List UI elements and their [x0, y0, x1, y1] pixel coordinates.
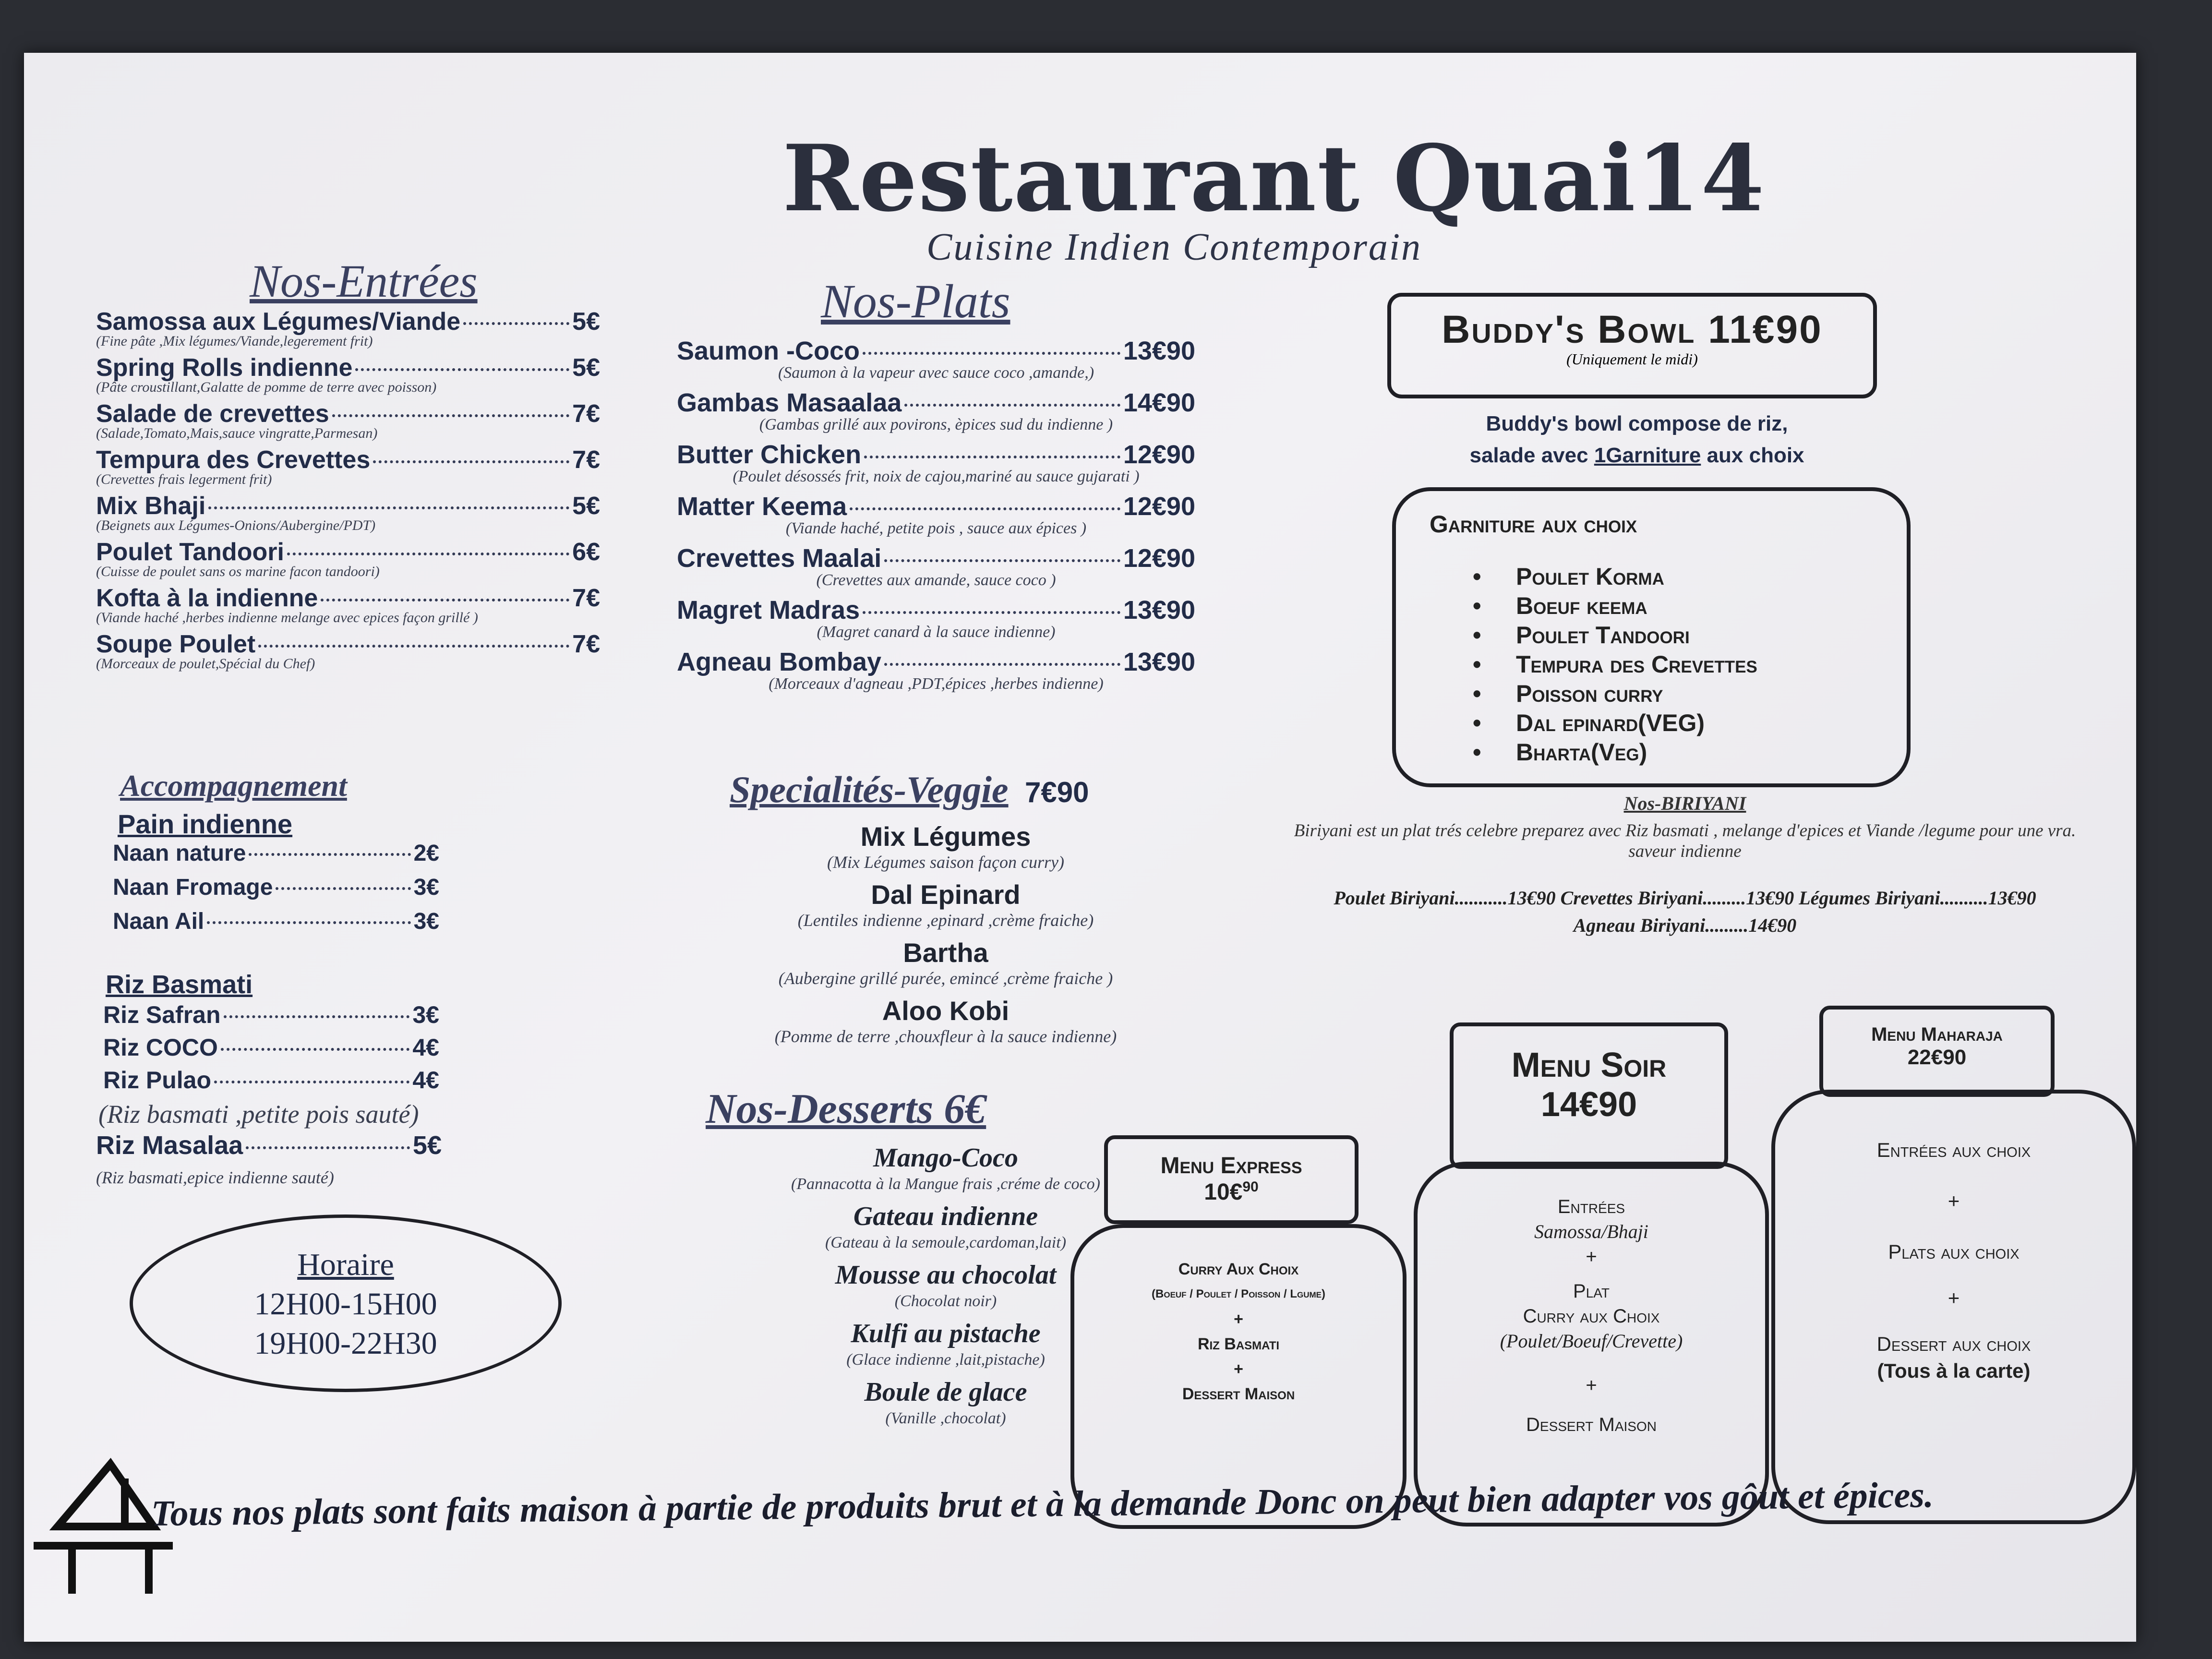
- item-price: 5€: [412, 1131, 442, 1160]
- horaire-dinner: 19H00-22H30: [254, 1326, 437, 1361]
- garniture-item: • Bharta(Veg): [1473, 738, 1907, 767]
- item-name: Riz Safran: [103, 1001, 221, 1028]
- menu-item-row: [103, 1034, 439, 1061]
- dot-leader: [884, 663, 1120, 666]
- dot-leader: [208, 506, 569, 509]
- menu-express-title: Menu Express: [1160, 1153, 1302, 1178]
- item-name: Riz Pulao: [103, 1067, 212, 1094]
- restaurant-title: Restaurant Quai14: [782, 125, 1766, 232]
- item-price: 7€: [572, 400, 600, 428]
- item-price: 4€: [412, 1067, 439, 1094]
- item-name: Salade de crevettes: [96, 400, 329, 428]
- buddy-bowl-note: (Uniquement le midi): [1566, 350, 1698, 368]
- menu-card: [24, 53, 2136, 1642]
- item-price: 13€90: [1123, 337, 1195, 365]
- accompagnement-heading: Accompagnement: [120, 769, 347, 803]
- menu-soir-dessert: Dessert Maison: [1526, 1414, 1657, 1435]
- garniture-item: • Poulet Korma: [1473, 562, 1907, 591]
- riz-masalaa-row: [96, 1130, 442, 1160]
- menu-maharaja-box: [1771, 1090, 2136, 1524]
- item-name: Riz COCO: [103, 1034, 218, 1061]
- menu-item-row: [113, 874, 439, 901]
- menu-maharaja-title-box: [1819, 1006, 2055, 1097]
- menu-express-title-box: [1104, 1135, 1358, 1224]
- garniture-item: • Dal epinard(VEG): [1473, 709, 1907, 738]
- item-name: Naan Fromage: [113, 875, 273, 900]
- menu-maharaja-plats: Plats aux choix: [1888, 1240, 2020, 1263]
- biriyani-line-2: Agneau Biriyani.........14€90: [1573, 914, 1797, 936]
- menu-maharaja-plus-1: +: [1948, 1190, 1960, 1212]
- item-name: Poulet Tandoori: [96, 538, 284, 566]
- dessert-item-description: (Gateau à la semoule,cardoman,lait): [825, 1234, 1067, 1251]
- item-price: 5€: [572, 492, 600, 520]
- item-price: 13€90: [1123, 648, 1195, 676]
- item-name: Samossa aux Légumes/Viande: [96, 308, 461, 336]
- footer-text: Tous nos plats sont faits maison à partie de produits brut et à la demande Donc on peut bien adapter vos gôut et épices.: [151, 1475, 1934, 1534]
- restaurant-subtitle: Cuisine Indien Contemporain: [926, 226, 1422, 268]
- item-description: (Magret canard à la sauce indienne): [817, 623, 1056, 641]
- menu-item-row: [96, 399, 600, 428]
- dot-leader: [287, 553, 569, 555]
- dot-leader: [355, 368, 569, 371]
- menu-item-row: [677, 336, 1195, 366]
- menu-item-row: [677, 492, 1195, 521]
- item-price: 13€90: [1123, 596, 1195, 625]
- item-description: (Poulet désossés frit, noix de cajou,mariné au sauce gujarati ): [733, 468, 1140, 485]
- veggie-item-name: Bartha: [903, 938, 988, 968]
- menu-item-row: [96, 353, 600, 382]
- dot-leader: [904, 404, 1120, 407]
- item-description: (Morceaux de poulet,Spécial du Chef): [96, 656, 315, 672]
- item-name: Agneau Bombay: [677, 648, 882, 676]
- item-description: (Morceaux d'agneau ,PDT,épices ,herbes indienne): [769, 675, 1104, 693]
- menu-item-row: [113, 908, 439, 935]
- menu-item-row: [677, 440, 1195, 469]
- horaire-label: Horaire: [297, 1247, 394, 1282]
- item-price: 5€: [572, 308, 600, 336]
- dot-leader: [332, 414, 570, 417]
- menu-soir-box: [1414, 1162, 1769, 1527]
- menu-express-plus-2: +: [1234, 1360, 1243, 1378]
- item-price: 12€90: [1123, 544, 1195, 573]
- entrees-heading: Nos-Entrées: [250, 255, 478, 307]
- menu-item-row: [96, 630, 600, 659]
- dessert-item-description: (Vanille ,chocolat): [885, 1409, 1006, 1427]
- buddy-bowl-title: Buddy's Bowl 11€90: [1442, 308, 1823, 351]
- item-name: Naan nature: [113, 841, 246, 866]
- item-price: 7€: [572, 446, 600, 474]
- menu-item-row: [677, 595, 1195, 625]
- menu-maharaja-title: Menu Maharaja: [1871, 1024, 2003, 1045]
- garniture-list: [1473, 562, 1907, 767]
- item-name: Spring Rolls indienne: [96, 354, 353, 382]
- menu-soir-entrees-desc: Samossa/Bhaji: [1534, 1221, 1648, 1242]
- menu-maharaja-entrees: Entrées aux choix: [1876, 1139, 2031, 1161]
- menu-maharaja-dessert: Dessert aux choix: [1876, 1333, 2031, 1355]
- item-description: (Cuisse de poulet sans os marine facon tandoori): [96, 564, 380, 579]
- item-description: (Viande haché ,herbes indienne melange avec epices façon grillé ): [96, 610, 478, 625]
- item-description: (Saumon à la vapeur avec sauce coco ,amande,): [778, 364, 1094, 382]
- dot-leader: [863, 611, 1120, 614]
- dot-leader: [864, 456, 1120, 458]
- item-description: (Gambas grillé aux povirons, èpices sud du indienne ): [759, 416, 1113, 433]
- dessert-item-description: (Pannacotta à la Mangue frais ,créme de coco): [791, 1175, 1100, 1193]
- menu-item-row: [103, 1066, 439, 1094]
- menu-soir-curry: Curry aux Choix: [1523, 1306, 1660, 1327]
- plats-list: [677, 336, 1195, 693]
- menu-soir-title: Menu Soir: [1511, 1046, 1667, 1084]
- riz-pulao-desc: (Riz basmati ,petite pois sauté): [98, 1100, 419, 1129]
- item-description: (Salade,Tomato,Mais,sauce vingratte,Parmesan): [96, 425, 378, 441]
- menu-item-row: [677, 388, 1195, 418]
- menu-express-price-main: 10€: [1204, 1179, 1243, 1205]
- menu-maharaja-tous: (Tous à la carte): [1877, 1359, 2031, 1382]
- menu-soir-plat: Plat: [1573, 1281, 1610, 1302]
- dot-leader: [246, 1146, 410, 1149]
- item-price: 6€: [572, 538, 600, 566]
- item-price: 3€: [413, 909, 439, 934]
- item-description: (Viande haché, petite pois , sauce aux épices ): [785, 519, 1087, 537]
- menu-item-row: [96, 492, 600, 520]
- garniture-item: • Poisson curry: [1473, 679, 1907, 709]
- dessert-item-name: Mango-Coco: [873, 1143, 1018, 1173]
- buddy-compose-line2a: salade avec: [1469, 444, 1594, 467]
- riz-list: [103, 1001, 439, 1094]
- dessert-item-description: (Chocolat noir): [894, 1292, 997, 1310]
- garniture-box: [1392, 487, 1911, 787]
- item-name: Gambas Masaalaa: [677, 388, 902, 417]
- dot-leader: [276, 887, 410, 890]
- menu-soir-price: 14€90: [1540, 1085, 1637, 1124]
- dessert-item-name: Boule de glace: [864, 1377, 1027, 1407]
- garniture-heading: Garniture aux choix: [1430, 511, 1637, 538]
- biriyani-desc-1: Biriyani est un plat trés celebre preparez avec Riz basmati , melange d'epices et Viande /legume pour une vra.: [1294, 821, 2076, 841]
- menu-item-row: [103, 1001, 439, 1029]
- item-price: 3€: [412, 1001, 439, 1028]
- veggie-item-description: (Aubergine grillé purée, emincé ,crème fraiche ): [778, 969, 1113, 988]
- menu-item-row: [96, 307, 600, 336]
- dot-leader: [249, 853, 410, 856]
- horaire-oval: [130, 1214, 562, 1392]
- item-price: 5€: [572, 354, 600, 382]
- menu-express-plus-1: +: [1234, 1310, 1243, 1328]
- dessert-item-name: Mousse au chocolat: [835, 1260, 1057, 1290]
- menu-express-riz: Riz Basmati: [1197, 1335, 1280, 1353]
- dot-leader: [224, 1015, 410, 1018]
- dot-leader: [373, 460, 569, 463]
- menu-express-curry-options: (Boeuf / Poulet / Poisson / Lgume): [1152, 1287, 1325, 1300]
- item-description: (Pâte croustillant,Galatte de pomme de terre avec poisson): [96, 379, 437, 395]
- menu-item-row: [96, 538, 600, 566]
- item-price: 12€90: [1123, 492, 1195, 521]
- dot-leader: [221, 1048, 409, 1051]
- menu-soir-plus-2: +: [1586, 1375, 1597, 1396]
- buddy-bowl-box: [1387, 293, 1877, 398]
- menu-express-curry: Curry Aux Choix: [1178, 1260, 1299, 1278]
- item-name: Magret Madras: [677, 596, 860, 625]
- veggie-list: [648, 821, 1243, 1046]
- item-description: (Fine pâte ,Mix légumes/Viande,legerement frit): [96, 333, 373, 349]
- horaire-lunch: 12H00-15H00: [254, 1286, 437, 1322]
- veggie-heading-row: [730, 768, 1089, 811]
- biriyani-line-1: Poulet Biriyani...........13€90 Crevettes Biriyani.........13€90 Légumes Biriyani..........13€90: [1334, 887, 2036, 909]
- menu-soir-title-box: [1450, 1022, 1728, 1169]
- item-price: 12€90: [1123, 440, 1195, 469]
- item-price: 4€: [412, 1034, 439, 1061]
- buddy-compose-line2: [1387, 440, 1887, 471]
- dot-leader: [850, 507, 1120, 510]
- buddy-compose-garniture: 1Garniture: [1594, 444, 1701, 467]
- item-price: 7€: [572, 584, 600, 612]
- item-price: 3€: [413, 875, 439, 900]
- menu-maharaja-price: 22€90: [1907, 1046, 1967, 1069]
- item-name: Crevettes Maalai: [677, 544, 882, 573]
- garniture-item: • Boeuf keema: [1473, 591, 1907, 621]
- item-name: Butter Chicken: [677, 440, 862, 469]
- buddy-compose: [1387, 408, 1887, 471]
- buddy-compose-line1: Buddy's bowl compose de riz,: [1486, 412, 1788, 435]
- biriyani-heading: Nos-BIRIYANI: [1623, 793, 1746, 814]
- item-name: Naan Ail: [113, 909, 204, 934]
- menu-item-row: [96, 584, 600, 613]
- menu-item-row: [96, 445, 600, 474]
- menu-soir-plus-1: +: [1586, 1246, 1597, 1267]
- item-price: 2€: [413, 841, 439, 866]
- item-name: Riz Masalaa: [96, 1131, 243, 1160]
- veggie-item-description: (Mix Légumes saison façon curry): [827, 853, 1064, 872]
- veggie-item-name: Mix Légumes: [860, 821, 1031, 852]
- buddy-compose-line2c: aux choix: [1701, 444, 1804, 467]
- dessert-item-description: (Glace indienne ,lait,pistache): [846, 1351, 1045, 1369]
- biriyani-block: [1234, 792, 2136, 937]
- dot-leader: [258, 645, 569, 648]
- menu-item-row: [677, 543, 1195, 573]
- menu-item-row: [677, 647, 1195, 677]
- item-name: Matter Keema: [677, 492, 847, 521]
- item-price: 7€: [572, 630, 600, 658]
- veggie-item-description: (Lentiles indienne ,epinard ,crème fraiche): [797, 911, 1094, 930]
- item-name: Tempura des Crevettes: [96, 446, 371, 474]
- veggie-item-name: Aloo Kobi: [882, 996, 1010, 1026]
- garniture-item: • Tempura des Crevettes: [1473, 650, 1907, 679]
- item-description: (Crevettes frais legerment frit): [96, 471, 272, 487]
- item-description: (Crevettes aux amande, sauce coco ): [816, 571, 1056, 589]
- menu-soir-entrees: Entrées: [1557, 1196, 1625, 1217]
- pain-heading: Pain indienne: [118, 809, 293, 839]
- menu-express-dessert: Dessert Maison: [1182, 1385, 1295, 1403]
- dessert-item-name: Kulfi au pistache: [851, 1319, 1041, 1348]
- item-name: Mix Bhaji: [96, 492, 206, 520]
- item-price: 14€90: [1123, 388, 1195, 417]
- garniture-item: • Poulet Tandoori: [1473, 621, 1907, 650]
- item-name: Kofta à la indienne: [96, 584, 318, 612]
- entrees-list: [96, 307, 600, 672]
- menu-maharaja-plus-2: +: [1948, 1286, 1960, 1309]
- biriyani-desc-2: saveur indienne: [1628, 842, 1742, 861]
- dot-leader: [884, 559, 1120, 562]
- dot-leader: [207, 921, 410, 924]
- dot-leader: [463, 322, 569, 325]
- menu-soir-curry-desc: (Poulet/Boeuf/Crevette): [1500, 1330, 1683, 1352]
- veggie-price: 7€90: [1025, 776, 1089, 808]
- veggie-item-description: (Pomme de terre ,chouxfleur à la sauce indienne): [774, 1027, 1117, 1046]
- menu-item-row: [113, 840, 439, 866]
- veggie-heading: Specialités-Veggie: [730, 769, 1009, 810]
- riz-masalaa-desc: (Riz basmati,epice indienne sauté): [96, 1168, 334, 1187]
- pain-list: [113, 840, 439, 935]
- riz-heading: Riz Basmati: [106, 970, 253, 999]
- menu-express-price-cents: 90: [1242, 1179, 1259, 1195]
- dessert-item-name: Gateau indienne: [853, 1202, 1038, 1231]
- item-name: Soupe Poulet: [96, 630, 256, 658]
- plats-heading: Nos-Plats: [821, 275, 1010, 328]
- dot-leader: [321, 599, 569, 601]
- item-description: (Beignets aux Légumes-Onions/Aubergine/PDT): [96, 517, 376, 533]
- veggie-item-name: Dal Epinard: [871, 879, 1021, 910]
- item-name: Saumon -Coco: [677, 337, 860, 365]
- dot-leader: [863, 352, 1120, 355]
- desserts-heading: Nos-Desserts 6€: [706, 1086, 986, 1132]
- dot-leader: [214, 1081, 409, 1083]
- menu-express-price: [1108, 1179, 1355, 1205]
